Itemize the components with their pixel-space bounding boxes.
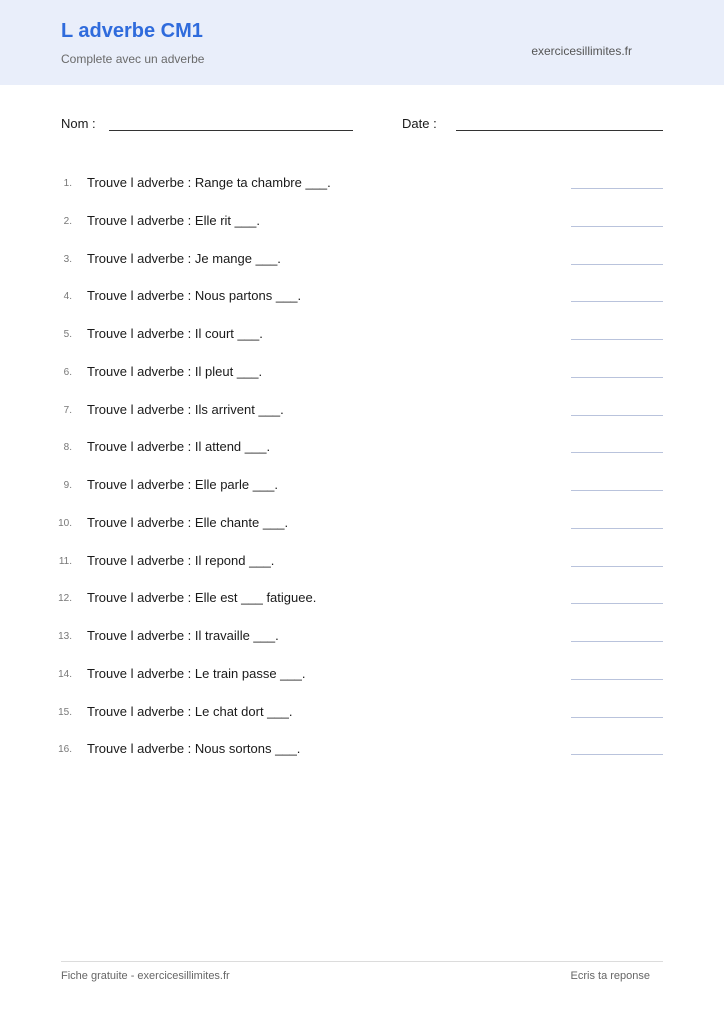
question-number: 2.: [63, 215, 72, 227]
question-text: Trouve l adverbe : Il court ___.: [87, 326, 263, 341]
question-text: Trouve l adverbe : Ils arrivent ___.: [87, 401, 284, 417]
question-item: [0, 741, 724, 761]
answer-line: [571, 679, 663, 680]
footer-instruction: Ecris ta reponse: [570, 970, 650, 982]
question-text: Trouve l adverbe : Nous sortons ___.: [87, 741, 301, 757]
question-item: [0, 326, 724, 346]
answer-line: [571, 226, 663, 227]
answer-line: [571, 264, 663, 265]
answer-line: [571, 717, 663, 718]
question-item: [0, 175, 724, 195]
question-item: [0, 666, 724, 686]
question-number: 12.: [58, 593, 72, 605]
answer-line: [571, 641, 663, 642]
question-number: 8.: [63, 442, 72, 454]
question-text: Trouve l adverbe : Range ta chambre ___.: [87, 175, 331, 190]
question-number: 5.: [63, 329, 72, 340]
worksheet-title: L adverbe CM1: [61, 20, 203, 42]
question-number: 14.: [58, 668, 72, 680]
answer-line: [571, 566, 663, 567]
question-text: Trouve l adverbe : Il pleut ___.: [87, 363, 263, 379]
question-text: Trouve l adverbe : Le chat dort ___.: [87, 703, 293, 719]
question-item: [0, 288, 724, 308]
question-item: [0, 553, 724, 573]
question-item: [0, 515, 724, 535]
question-number: 7.: [63, 404, 72, 416]
site-name: exercicesillimites.fr: [531, 44, 632, 58]
question-number: 3.: [63, 253, 72, 265]
question-text: Trouve l adverbe : Elle rit ___.: [87, 212, 260, 228]
answer-line: [571, 754, 663, 755]
question-text: Trouve l adverbe : Je mange ___.: [87, 250, 281, 266]
question-item: [0, 590, 724, 610]
answer-line: [571, 490, 663, 491]
question-item: [0, 251, 724, 271]
answer-line: [571, 339, 663, 340]
question-number: 15.: [58, 706, 72, 718]
question-text: Trouve l adverbe : Elle parle ___.: [87, 477, 279, 492]
answer-line: [571, 415, 663, 416]
name-label: Nom :: [61, 116, 96, 131]
question-number: 6.: [63, 366, 72, 378]
answer-line: [571, 452, 663, 453]
answer-line: [571, 188, 663, 189]
name-line: [109, 130, 353, 131]
date-label: Date :: [402, 116, 437, 131]
question-text: Trouve l adverbe : Nous partons ___.: [87, 288, 302, 304]
answer-line: [571, 377, 663, 378]
question-number: 9.: [63, 480, 72, 491]
question-number: 10.: [58, 517, 72, 529]
question-item: [0, 402, 724, 422]
worksheet-subtitle: Complete avec un adverbe: [61, 52, 205, 66]
date-line: [456, 130, 663, 131]
question-text: Trouve l adverbe : Il repond ___.: [87, 552, 275, 568]
question-number: 1.: [63, 178, 72, 189]
answer-line: [571, 528, 663, 529]
question-text: Trouve l adverbe : Le train passe ___.: [87, 665, 306, 681]
question-number: 4.: [63, 291, 72, 303]
question-item: [0, 439, 724, 459]
question-text: Trouve l adverbe : Il attend ___.: [87, 439, 271, 455]
question-number: 16.: [58, 744, 72, 756]
question-number: 11.: [58, 555, 72, 567]
question-text: Trouve l adverbe : Elle est ___ fatiguee.: [87, 590, 317, 606]
worksheet-header: [0, 0, 724, 85]
question-number: 13.: [58, 631, 72, 642]
question-text: Trouve l adverbe : Elle chante ___.: [87, 514, 289, 530]
question-item: [0, 213, 724, 233]
footer-divider: [61, 961, 663, 962]
footer-source: Fiche gratuite - exercicesillimites.fr: [61, 970, 230, 982]
answer-line: [571, 603, 663, 604]
question-item: [0, 364, 724, 384]
question-item: [0, 704, 724, 724]
question-text: Trouve l adverbe : Il travaille ___.: [87, 628, 279, 643]
question-item: [0, 628, 724, 648]
question-item: [0, 477, 724, 497]
answer-line: [571, 301, 663, 302]
